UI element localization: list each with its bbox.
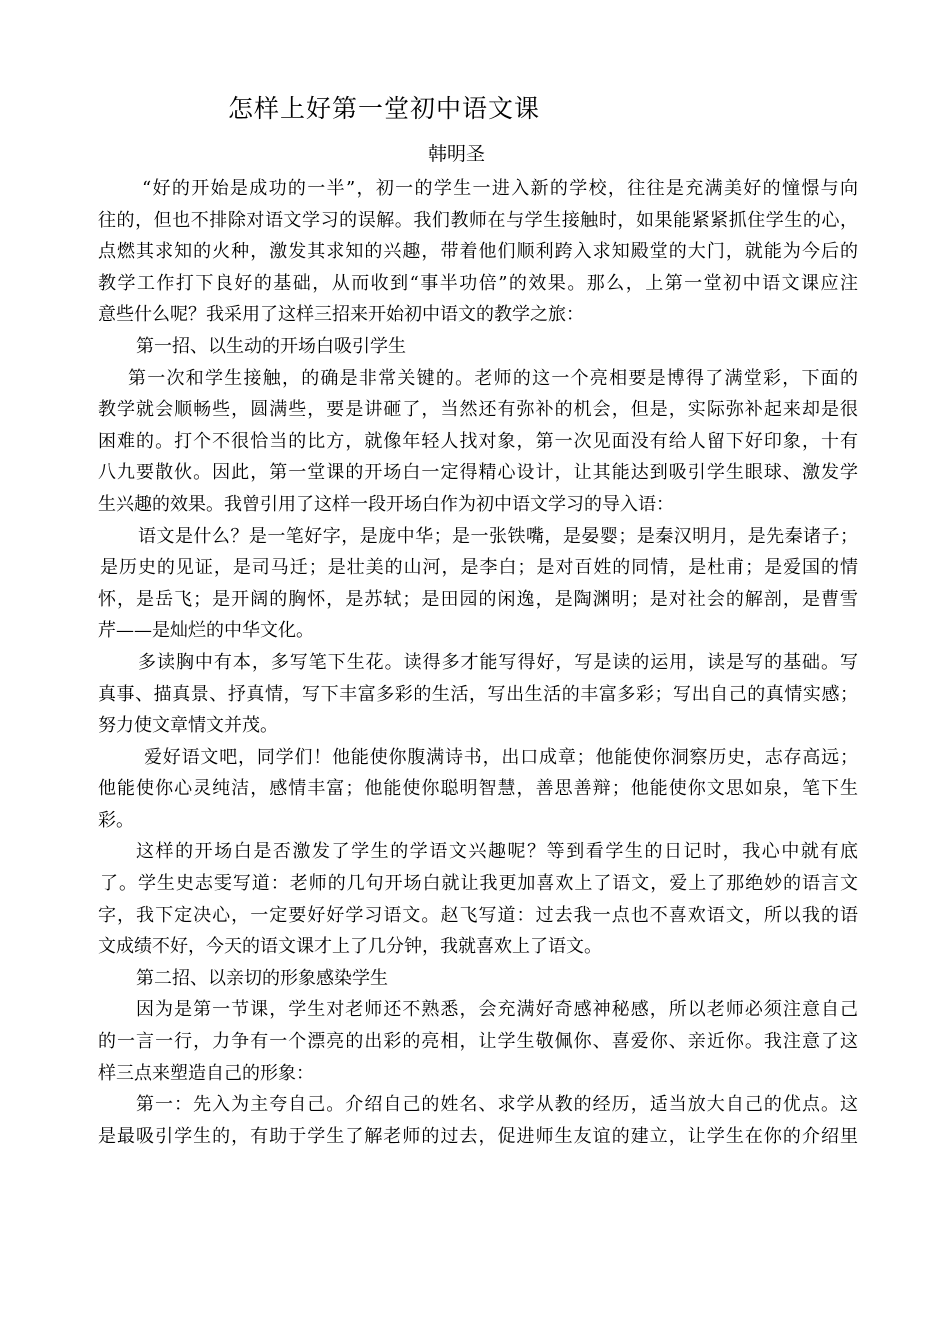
text-line: 第一次和学生接触，的确是非常关键的。老师的这一个亮相要是博得了满堂彩，下面的 [128,367,858,389]
text-line: “好的开始是成功的一半”，初一的学生一进入新的学校，往往是充满美好的憧憬与向 [142,178,858,199]
text-line: 第一：先入为主夸自己。介绍自己的姓名、求学从教的经历，适当放大自己的优点。这 [136,1094,858,1116]
text-line: 第一招、以生动的开场白吸引学生 [136,335,406,357]
text-line: 努力使文章情文并茂。 [98,715,278,737]
text-line: 文成绩不好，今天的语文课才上了几分钟，我就喜欢上了语文。 [98,936,602,958]
text-line: 教学工作打下良好的基础，从而收到“事半功倍”的效果。那么，上第一堂初中语文课应注 [98,272,858,294]
text-line: 语文是什么？是一笔好字，是庞中华；是一张铁嘴，是晏婴；是秦汉明月，是先秦诸子； [138,525,858,547]
document-title: 怎样上好第一堂初中语文课 [228,94,541,123]
text-line: 点燃其求知的火种，激发其求知的兴趣，带着他们顺利跨入求知殿堂的大门，就能为今后的 [98,241,858,263]
text-line: 因为是第一节课，学生对老师还不熟悉，会充满好奇感神秘感，所以老师必须注意自己 [136,999,858,1021]
text-line: 是最吸引学生的，有助于学生了解老师的过去，促进师生友谊的建立，让学生在你的介绍里 [98,1125,858,1147]
text-line: 多读胸中有本，多写笔下生花。读得多才能写得好，写是读的运用，读是写的基础。写 [138,651,858,673]
text-line: 困难的。打个不很恰当的比方，就像年轻人找对象，第一次见面没有给人留下好印象，十有 [98,430,858,452]
text-line: 教学就会顺畅些，圆满些，要是讲砸了，当然还有弥补的机会，但是，实际弥补起来却是很 [98,399,858,421]
text-line: 他能使你心灵纯洁，感情丰富；他能使你聪明智慧，善思善辩；他能使你文思如泉，笔下生 [98,778,858,800]
author-name: 韩明圣 [428,143,486,165]
text-line: 往的，但也不排除对语文学习的误解。我们教师在与学生接触时，如果能紧紧抓住学生的心， [98,209,858,231]
text-line: 是历史的见证，是司马迁；是壮美的山河，是李白；是对百姓的同情，是杜甫；是爱国的情 [100,557,858,579]
article-body [98,173,858,1152]
text-line: 生兴趣的效果。我曾引用了这样一段开场白作为初中语文学习的导入语： [98,493,674,515]
text-line: 怀，是岳飞；是开阔的胸怀，是苏轼；是田园的闲逸，是陶渊明；是对社会的解剖，是曹雪 [98,588,858,610]
text-line: 的一言一行，力争有一个漂亮的出彩的亮相，让学生敬佩你、喜爱你、亲近你。我注意了这 [98,1031,858,1053]
text-line: 意些什么呢？我采用了这样三招来开始初中语文的教学之旅： [98,304,584,326]
text-line: 第二招、以亲切的形象感染学生 [136,967,388,989]
text-line: 真事、描真景、抒真情，写下丰富多彩的生活，写出生活的丰富多彩；写出自己的真情实感； [98,683,858,705]
text-line: 八九要散伙。因此，第一堂课的开场白一定得精心设计，让其能达到吸引学生眼球、激发学 [98,462,858,484]
text-line: 这样的开场白是否激发了学生的学语文兴趣呢？等到看学生的日记时，我心中就有底 [136,841,858,863]
text-line: 样三点来塑造自己的形象： [98,1062,314,1084]
text-line: 爱好语文吧，同学们！他能使你腹满诗书，出口成章；他能使你洞察历史，志存高远； [144,746,858,768]
text-line: 芹——是灿烂的中华文化。 [98,620,314,642]
text-line: 字，我下定决心，一定要好好学习语文。赵飞写道：过去我一点也不喜欢语文，所以我的语 [98,904,858,926]
text-line: 了。学生史志雯写道：老师的几句开场白就让我更加喜欢上了语文，爱上了那绝妙的语言文 [100,873,858,895]
text-line: 彩。 [98,809,134,831]
